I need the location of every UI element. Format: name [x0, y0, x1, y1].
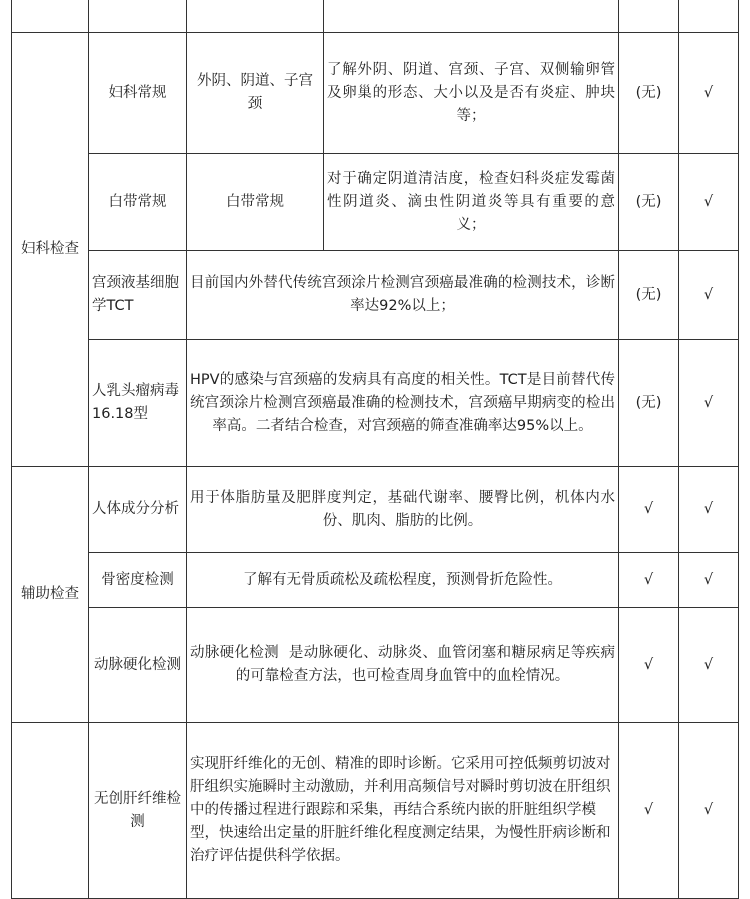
- item-tct: 宫颈液基细胞学TCT: [89, 251, 187, 340]
- col-b-cell: √: [679, 467, 739, 553]
- category-gynecology: 妇科检查: [12, 33, 89, 467]
- col-a-cell: (无): [619, 33, 679, 154]
- col-a-cell: (无): [619, 154, 679, 251]
- col-a-cell: (无): [619, 251, 679, 340]
- table-row: [12, 723, 739, 899]
- desc-cell: [324, 0, 619, 33]
- col-a-cell: √: [619, 467, 679, 553]
- desc-cell: 了解有无骨质疏松及疏松程度，预测骨折危险性。: [187, 553, 619, 608]
- col-b-cell: √: [679, 154, 739, 251]
- col-b-cell: √: [679, 723, 739, 899]
- part-cell: 白带常规: [187, 154, 324, 251]
- table-row: [12, 33, 739, 154]
- table-row: [12, 0, 739, 33]
- part-cell: 外阴、阴道、子宫颈: [187, 33, 324, 154]
- desc-cell: HPV的感染与宫颈癌的发病具有高度的相关性。TCT是目前替代传统宫颈涂片检测宫颈癌最准确的检测技术，宫颈癌早期病变的检出率高。二者结合检查，对宫颈癌的筛查准确率达95%以上。: [187, 340, 619, 467]
- col-a-cell: [619, 0, 679, 33]
- item-leukorrhea: 白带常规: [89, 154, 187, 251]
- col-b-cell: √: [679, 33, 739, 154]
- table-row: [12, 154, 739, 251]
- item-bone-density: 骨密度检测: [89, 553, 187, 608]
- checkup-table: [11, 0, 739, 899]
- desc-cell: 对于确定阴道清洁度，检查妇科炎症发霉菌性阴道炎、滴虫性阴道炎等具有重要的意义；: [324, 154, 619, 251]
- desc-cell: 动脉硬化检测 是动脉硬化、动脉炎、血管闭塞和糖尿病足等疾病的可靠检查方法，也可检查周身血管中的血栓情况。: [187, 608, 619, 723]
- desc-cell: 实现肝纤维化的无创、精准的即时诊断。它采用可控低频剪切波对肝组织实施瞬时主动激励，并利用高频信号对瞬时剪切波在肝组织中的传播过程进行跟踪和采集，再结合系统内嵌的肝脏组织学模型，快速给出定量的肝脏纤维化程度测定结果，为慢性肝病诊断和治疗评估提供科学依据。: [187, 723, 619, 899]
- col-b-cell: √: [679, 251, 739, 340]
- col-a-cell: √: [619, 553, 679, 608]
- part-cell: [187, 0, 324, 33]
- category-auxiliary: 辅助检查: [12, 467, 89, 723]
- table-row: [12, 608, 739, 723]
- col-b-cell: √: [679, 340, 739, 467]
- item-hpv: 人乳头瘤病毒16.18型: [89, 340, 187, 467]
- desc-cell: 目前国内外替代传统宫颈涂片检测宫颈癌最准确的检测技术，诊断率达92%以上；: [187, 251, 619, 340]
- item-cell: [89, 0, 187, 33]
- col-b-cell: [679, 0, 739, 33]
- item-arteriosclerosis: 动脉硬化检测: [89, 608, 187, 723]
- col-a-cell: (无): [619, 340, 679, 467]
- col-b-cell: √: [679, 608, 739, 723]
- col-a-cell: √: [619, 723, 679, 899]
- table-row: [12, 553, 739, 608]
- desc-cell: 了解外阴、阴道、宫颈、子宫、双侧输卵管及卵巢的形态、大小以及是否有炎症、肿块等；: [324, 33, 619, 154]
- table-row: [12, 251, 739, 340]
- col-a-cell: √: [619, 608, 679, 723]
- col-b-cell: √: [679, 553, 739, 608]
- table-row: [12, 467, 739, 553]
- item-liver-fibrosis: 无创肝纤维检测: [89, 723, 187, 899]
- category-cell: [12, 723, 89, 899]
- item-gynecology-routine: 妇科常规: [89, 33, 187, 154]
- desc-cell: 用于体脂肪量及肥胖度判定，基础代谢率、腰臀比例，机体内水份、肌肉、脂肪的比例。: [187, 467, 619, 553]
- category-cell: [12, 0, 89, 33]
- item-body-composition: 人体成分分析: [89, 467, 187, 553]
- table-row: [12, 340, 739, 467]
